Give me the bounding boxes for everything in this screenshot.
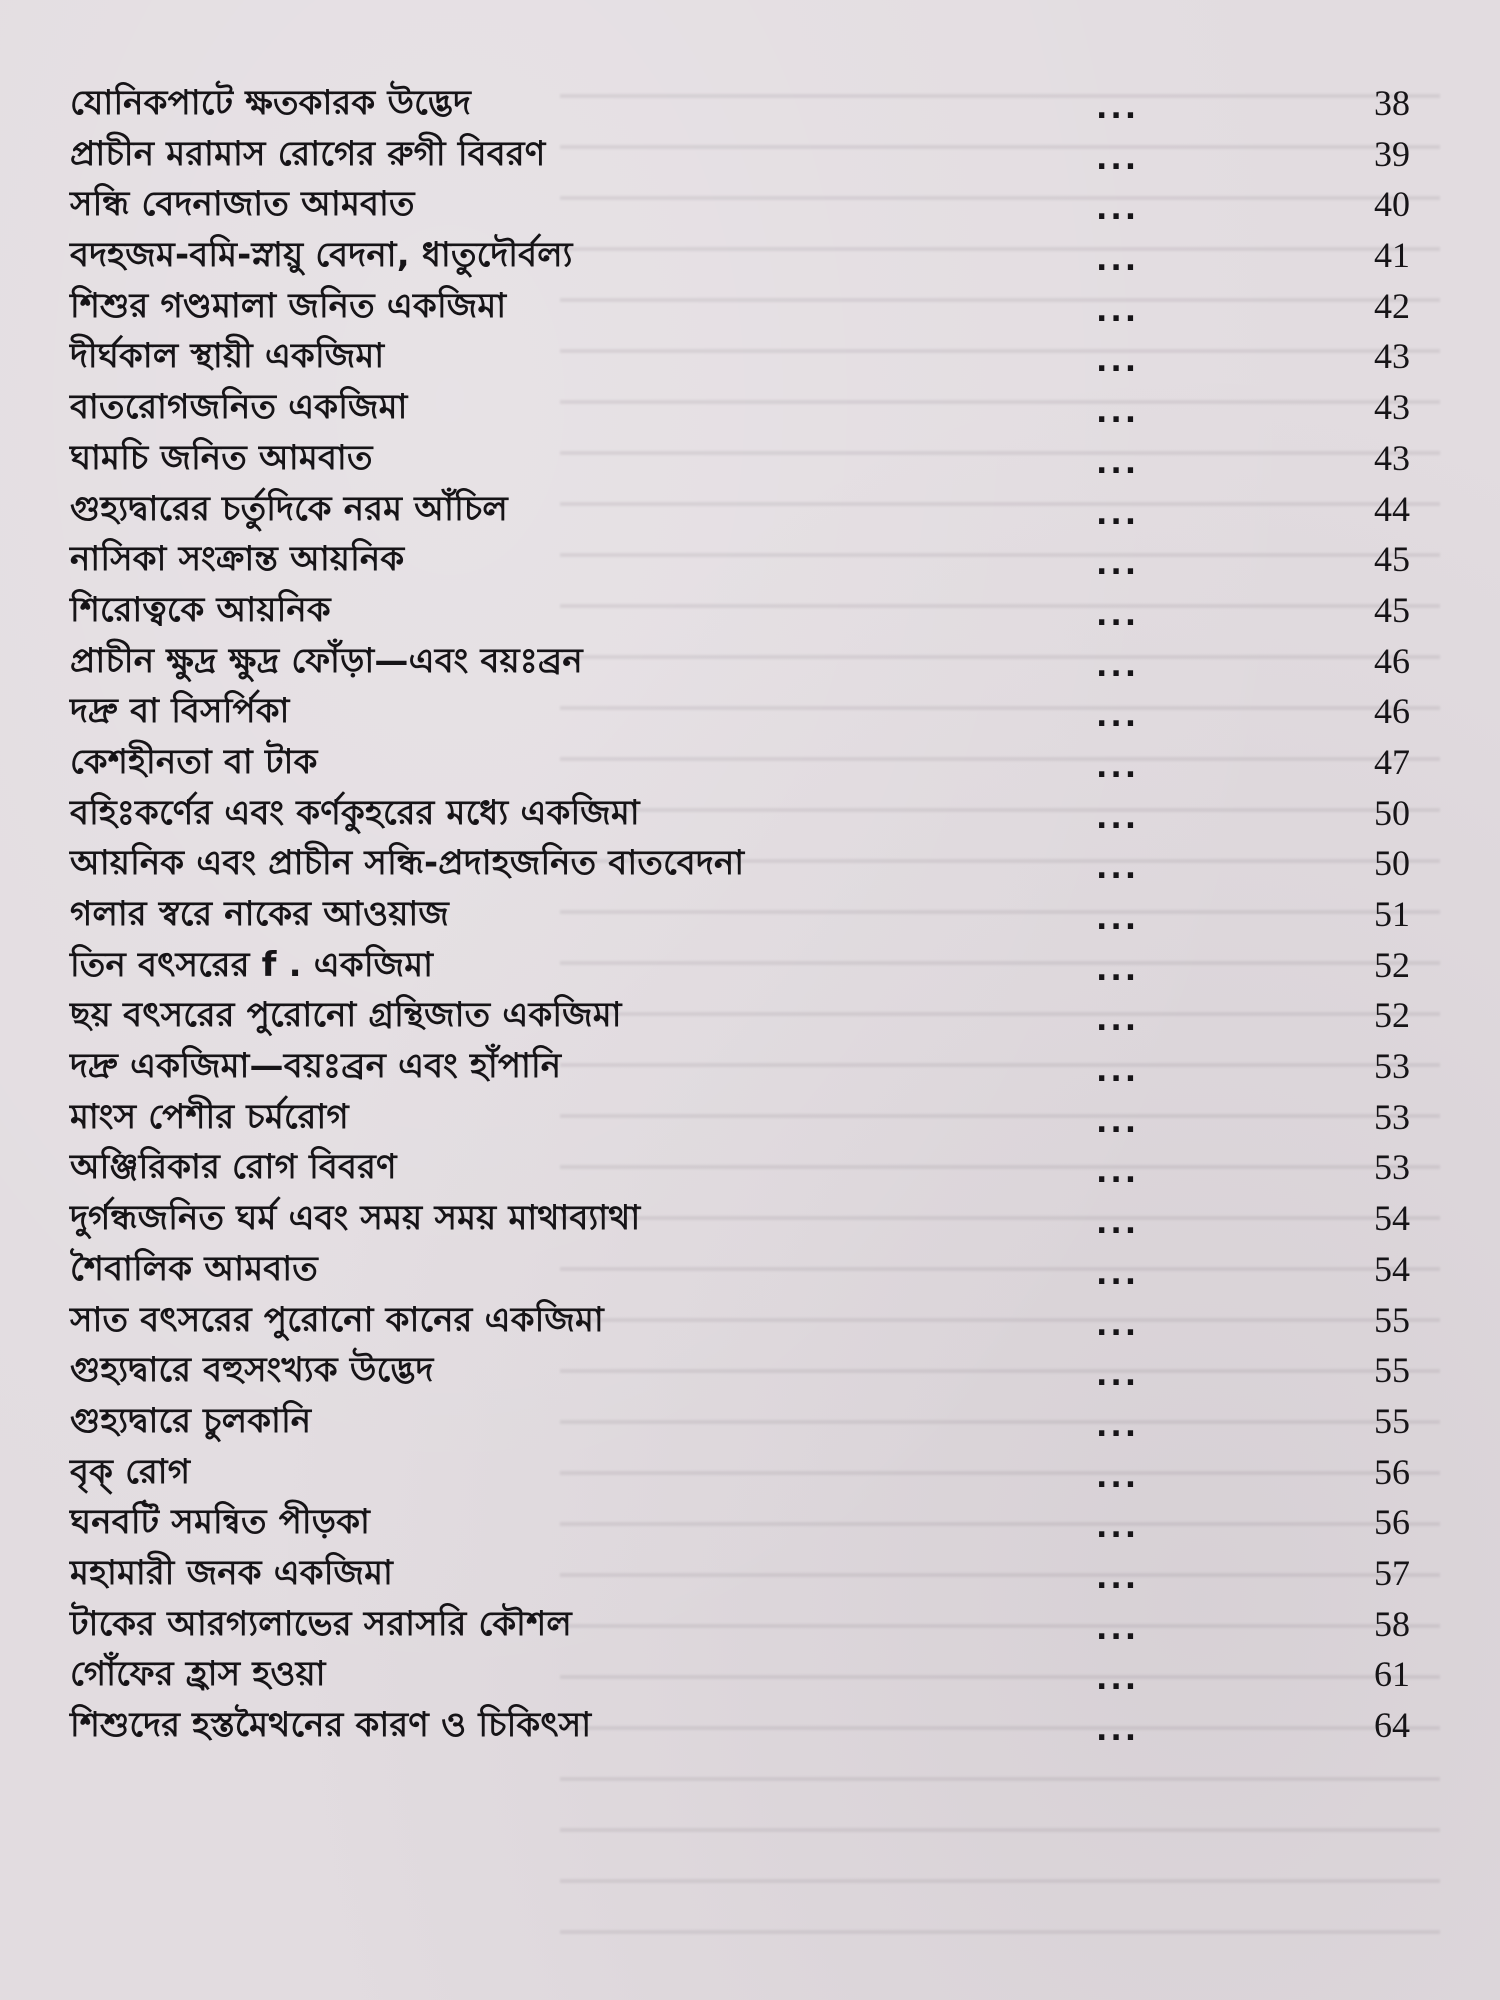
toc-entry	[70, 893, 1410, 944]
toc-entry-leader-dots: ...	[1096, 1459, 1140, 1495]
toc-entry	[70, 386, 1410, 437]
toc-entry	[70, 82, 1410, 133]
toc-entry-title: মহামারী জনক একজিমা	[70, 1552, 394, 1593]
toc-entry-page-number: 38	[1374, 83, 1410, 123]
toc-entry	[70, 1349, 1410, 1400]
toc-entry-leader-dots: ...	[1096, 192, 1140, 228]
toc-entry-page-number: 53	[1374, 1147, 1410, 1188]
toc-entry-title: দীর্ঘকাল স্থায়ী একজিমা	[70, 336, 385, 377]
toc-entry-leader-dots: ...	[1096, 1256, 1140, 1292]
toc-entry	[70, 1552, 1410, 1603]
toc-entry-title: মাংস পেশীর চর্মরোগ	[70, 1096, 349, 1137]
toc-entry-leader-dots: ...	[1096, 91, 1140, 126]
toc-entry	[70, 1248, 1410, 1299]
toc-entry-page-number: 55	[1374, 1350, 1410, 1391]
toc-entry-page-number: 46	[1374, 640, 1410, 681]
toc-entry-leader-dots: ...	[1096, 445, 1140, 481]
toc-entry	[70, 589, 1410, 640]
toc-entry	[70, 1146, 1410, 1197]
toc-entry-leader-dots: ...	[1096, 648, 1140, 684]
toc-entry-leader-dots: ...	[1096, 1662, 1140, 1698]
toc-entry	[70, 640, 1410, 691]
toc-entry-title: যোনিকপাটে ক্ষতকারক উদ্ভেদ	[70, 83, 472, 123]
toc-entry-page-number: 43	[1374, 387, 1410, 428]
toc-entry	[70, 488, 1410, 539]
toc-entry	[70, 741, 1410, 792]
toc-entry-page-number: 47	[1374, 741, 1410, 782]
toc-entry-title: তিন বৎসরের f . একজিমা	[70, 944, 434, 985]
toc-entry-leader-dots: ...	[1096, 547, 1140, 583]
toc-entry	[70, 234, 1410, 285]
toc-entry-title: ঘামচি জনিত আমবাত	[70, 437, 373, 478]
toc-entry-page-number: 55	[1374, 1299, 1410, 1340]
toc-entry-page-number: 51	[1374, 894, 1410, 934]
toc-entry-title: গুহ্যদ্বারে চুলকানি	[70, 1400, 312, 1441]
toc-entry	[70, 690, 1410, 741]
toc-entry-page-number: 54	[1374, 1198, 1410, 1239]
toc-entry-page-number: 61	[1374, 1654, 1410, 1695]
toc-entry-leader-dots: ...	[1096, 344, 1140, 380]
toc-entry-leader-dots: ...	[1096, 1003, 1140, 1039]
toc-entry-page-number: 50	[1374, 843, 1410, 884]
toc-entry-leader-dots: ...	[1096, 1307, 1140, 1343]
toc-entry-leader-dots: ...	[1096, 1054, 1140, 1090]
toc-entry-leader-dots: ...	[1096, 496, 1140, 532]
toc-entry	[70, 335, 1410, 386]
toc-entry-page-number: 45	[1374, 589, 1410, 630]
toc-entry-title: গুহ্যদ্বারে বহুসংখ্যক উদ্ভেদ	[70, 1350, 434, 1391]
toc-entry-page-number: 40	[1374, 184, 1410, 225]
toc-entry	[70, 792, 1410, 843]
toc-entry-title: দদ্রু একজিমা—বয়ঃব্রন এবং হাঁপানি	[70, 1046, 562, 1087]
toc-entry-leader-dots: ...	[1096, 952, 1140, 988]
toc-entry-leader-dots: ...	[1096, 395, 1140, 431]
toc-entry	[70, 133, 1410, 184]
toc-entry	[70, 1501, 1410, 1552]
toc-entry-leader-dots: ...	[1096, 699, 1140, 735]
table-of-contents	[70, 82, 1410, 1755]
toc-entry-page-number: 41	[1374, 235, 1410, 276]
toc-entry-page-number: 55	[1374, 1400, 1410, 1441]
toc-entry	[70, 183, 1410, 234]
toc-entry-leader-dots: ...	[1096, 243, 1140, 279]
toc-entry-title: প্রাচীন মরামাস রোগের রুগী বিবরণ	[70, 133, 546, 174]
toc-entry-leader-dots: ...	[1096, 1713, 1140, 1748]
toc-entry-page-number: 39	[1374, 133, 1410, 174]
toc-entry-leader-dots: ...	[1096, 1611, 1140, 1647]
toc-entry-leader-dots: ...	[1096, 1104, 1140, 1140]
toc-entry-page-number: 44	[1374, 488, 1410, 529]
toc-entry-page-number: 57	[1374, 1552, 1410, 1593]
toc-entry-leader-dots: ...	[1096, 749, 1140, 785]
toc-entry-title: বদহজম-বমি-স্নায়ু বেদনা, ধাতুদৌর্বল্য	[70, 235, 573, 276]
toc-entry-page-number: 52	[1374, 995, 1410, 1036]
toc-entry-title: শৈবালিক আমবাত	[70, 1248, 318, 1289]
toc-entry	[70, 1704, 1410, 1755]
toc-entry-title: বহিঃকর্ণের এবং কর্ণকুহরের মধ্যে একজিমা	[70, 792, 640, 833]
toc-entry-page-number: 53	[1374, 1096, 1410, 1137]
toc-entry-title: ছয় বৎসরের পুরোনো গ্রন্থিজাত একজিমা	[70, 995, 622, 1036]
toc-entry	[70, 1197, 1410, 1248]
toc-entry-title: গলার স্বরে নাকের আওয়াজ	[70, 894, 450, 934]
toc-entry-title: অঞ্জিরিকার রোগ বিবরণ	[70, 1147, 397, 1188]
toc-entry-page-number: 43	[1374, 437, 1410, 478]
toc-entry	[70, 1603, 1410, 1654]
toc-entry-page-number: 56	[1374, 1502, 1410, 1543]
toc-entry	[70, 1400, 1410, 1451]
toc-entry-title: বাতরোগজনিত একজিমা	[70, 387, 408, 428]
toc-entry-leader-dots: ...	[1096, 1408, 1140, 1444]
toc-entry-title: নাসিকা সংক্রান্ত আয়নিক	[70, 539, 405, 580]
toc-entry-page-number: 45	[1374, 539, 1410, 580]
toc-entry-title: বৃক্ রোগ	[70, 1451, 191, 1492]
toc-entry-leader-dots: ...	[1096, 851, 1140, 887]
toc-entry-page-number: 50	[1374, 792, 1410, 833]
toc-entry	[70, 944, 1410, 995]
toc-entry-title: টাকের আরগ্যলাভের সরাসরি কৌশল	[70, 1603, 572, 1644]
toc-entry-leader-dots: ...	[1096, 1155, 1140, 1191]
toc-entry-title: শিশুদের হস্তমৈথনের কারণ ও চিকিৎসা	[70, 1705, 592, 1745]
toc-entry-page-number: 64	[1374, 1705, 1410, 1745]
toc-entry-leader-dots: ...	[1096, 800, 1140, 836]
toc-entry-leader-dots: ...	[1096, 597, 1140, 633]
toc-entry	[70, 538, 1410, 589]
toc-entry-title: সন্ধি বেদনাজাত আমবাত	[70, 184, 415, 225]
toc-entry-title: গোঁফের হ্রাস হওয়া	[70, 1654, 326, 1695]
toc-entry	[70, 437, 1410, 488]
toc-entry-leader-dots: ...	[1096, 141, 1140, 177]
toc-entry-leader-dots: ...	[1096, 1358, 1140, 1394]
toc-entry-page-number: 46	[1374, 691, 1410, 732]
toc-entry-page-number: 54	[1374, 1248, 1410, 1289]
toc-entry-leader-dots: ...	[1096, 1560, 1140, 1596]
toc-entry	[70, 285, 1410, 336]
toc-entry-title: ঘনবটি সমন্বিত পীড়কা	[70, 1502, 371, 1543]
toc-entry-page-number: 52	[1374, 944, 1410, 985]
toc-entry	[70, 1299, 1410, 1350]
toc-entry-page-number: 42	[1374, 285, 1410, 326]
toc-entry-title: আয়নিক এবং প্রাচীন সন্ধি-প্রদাহজনিত বাতবেদনা	[70, 843, 745, 884]
toc-entry-leader-dots: ...	[1096, 902, 1140, 937]
toc-entry-leader-dots: ...	[1096, 1510, 1140, 1546]
toc-entry-leader-dots: ...	[1096, 1206, 1140, 1242]
toc-entry-page-number: 43	[1374, 336, 1410, 377]
toc-entry-title: কেশহীনতা বা টাক	[70, 741, 318, 782]
toc-entry	[70, 1096, 1410, 1147]
toc-entry	[70, 1653, 1410, 1704]
toc-entry	[70, 1045, 1410, 1096]
toc-entry-title: দদ্রু বা বিসর্পিকা	[70, 691, 290, 732]
toc-entry-title: গুহ্যদ্বারের চর্তুদিকে নরম আঁচিল	[70, 488, 508, 529]
toc-entry-title: দুর্গন্ধজনিত ঘর্ম এবং সময় সময় মাথাব্যাথা	[70, 1198, 641, 1239]
toc-entry-page-number: 56	[1374, 1451, 1410, 1492]
toc-entry	[70, 994, 1410, 1045]
toc-entry-title: সাত বৎসরের পুরোনো কানের একজিমা	[70, 1299, 604, 1340]
toc-entry	[70, 1451, 1410, 1502]
toc-entry-title: শিশুর গণ্ডমালা জনিত একজিমা	[70, 285, 507, 326]
toc-entry	[70, 842, 1410, 893]
toc-entry-title: শিরোত্বকে আয়নিক	[70, 589, 331, 630]
toc-entry-page-number: 53	[1374, 1046, 1410, 1087]
toc-entry-leader-dots: ...	[1096, 293, 1140, 329]
toc-entry-page-number: 58	[1374, 1603, 1410, 1644]
toc-entry-title: প্রাচীন ক্ষুদ্র ক্ষুদ্র ফোঁড়া—এবং বয়ঃব্রন	[70, 640, 583, 681]
